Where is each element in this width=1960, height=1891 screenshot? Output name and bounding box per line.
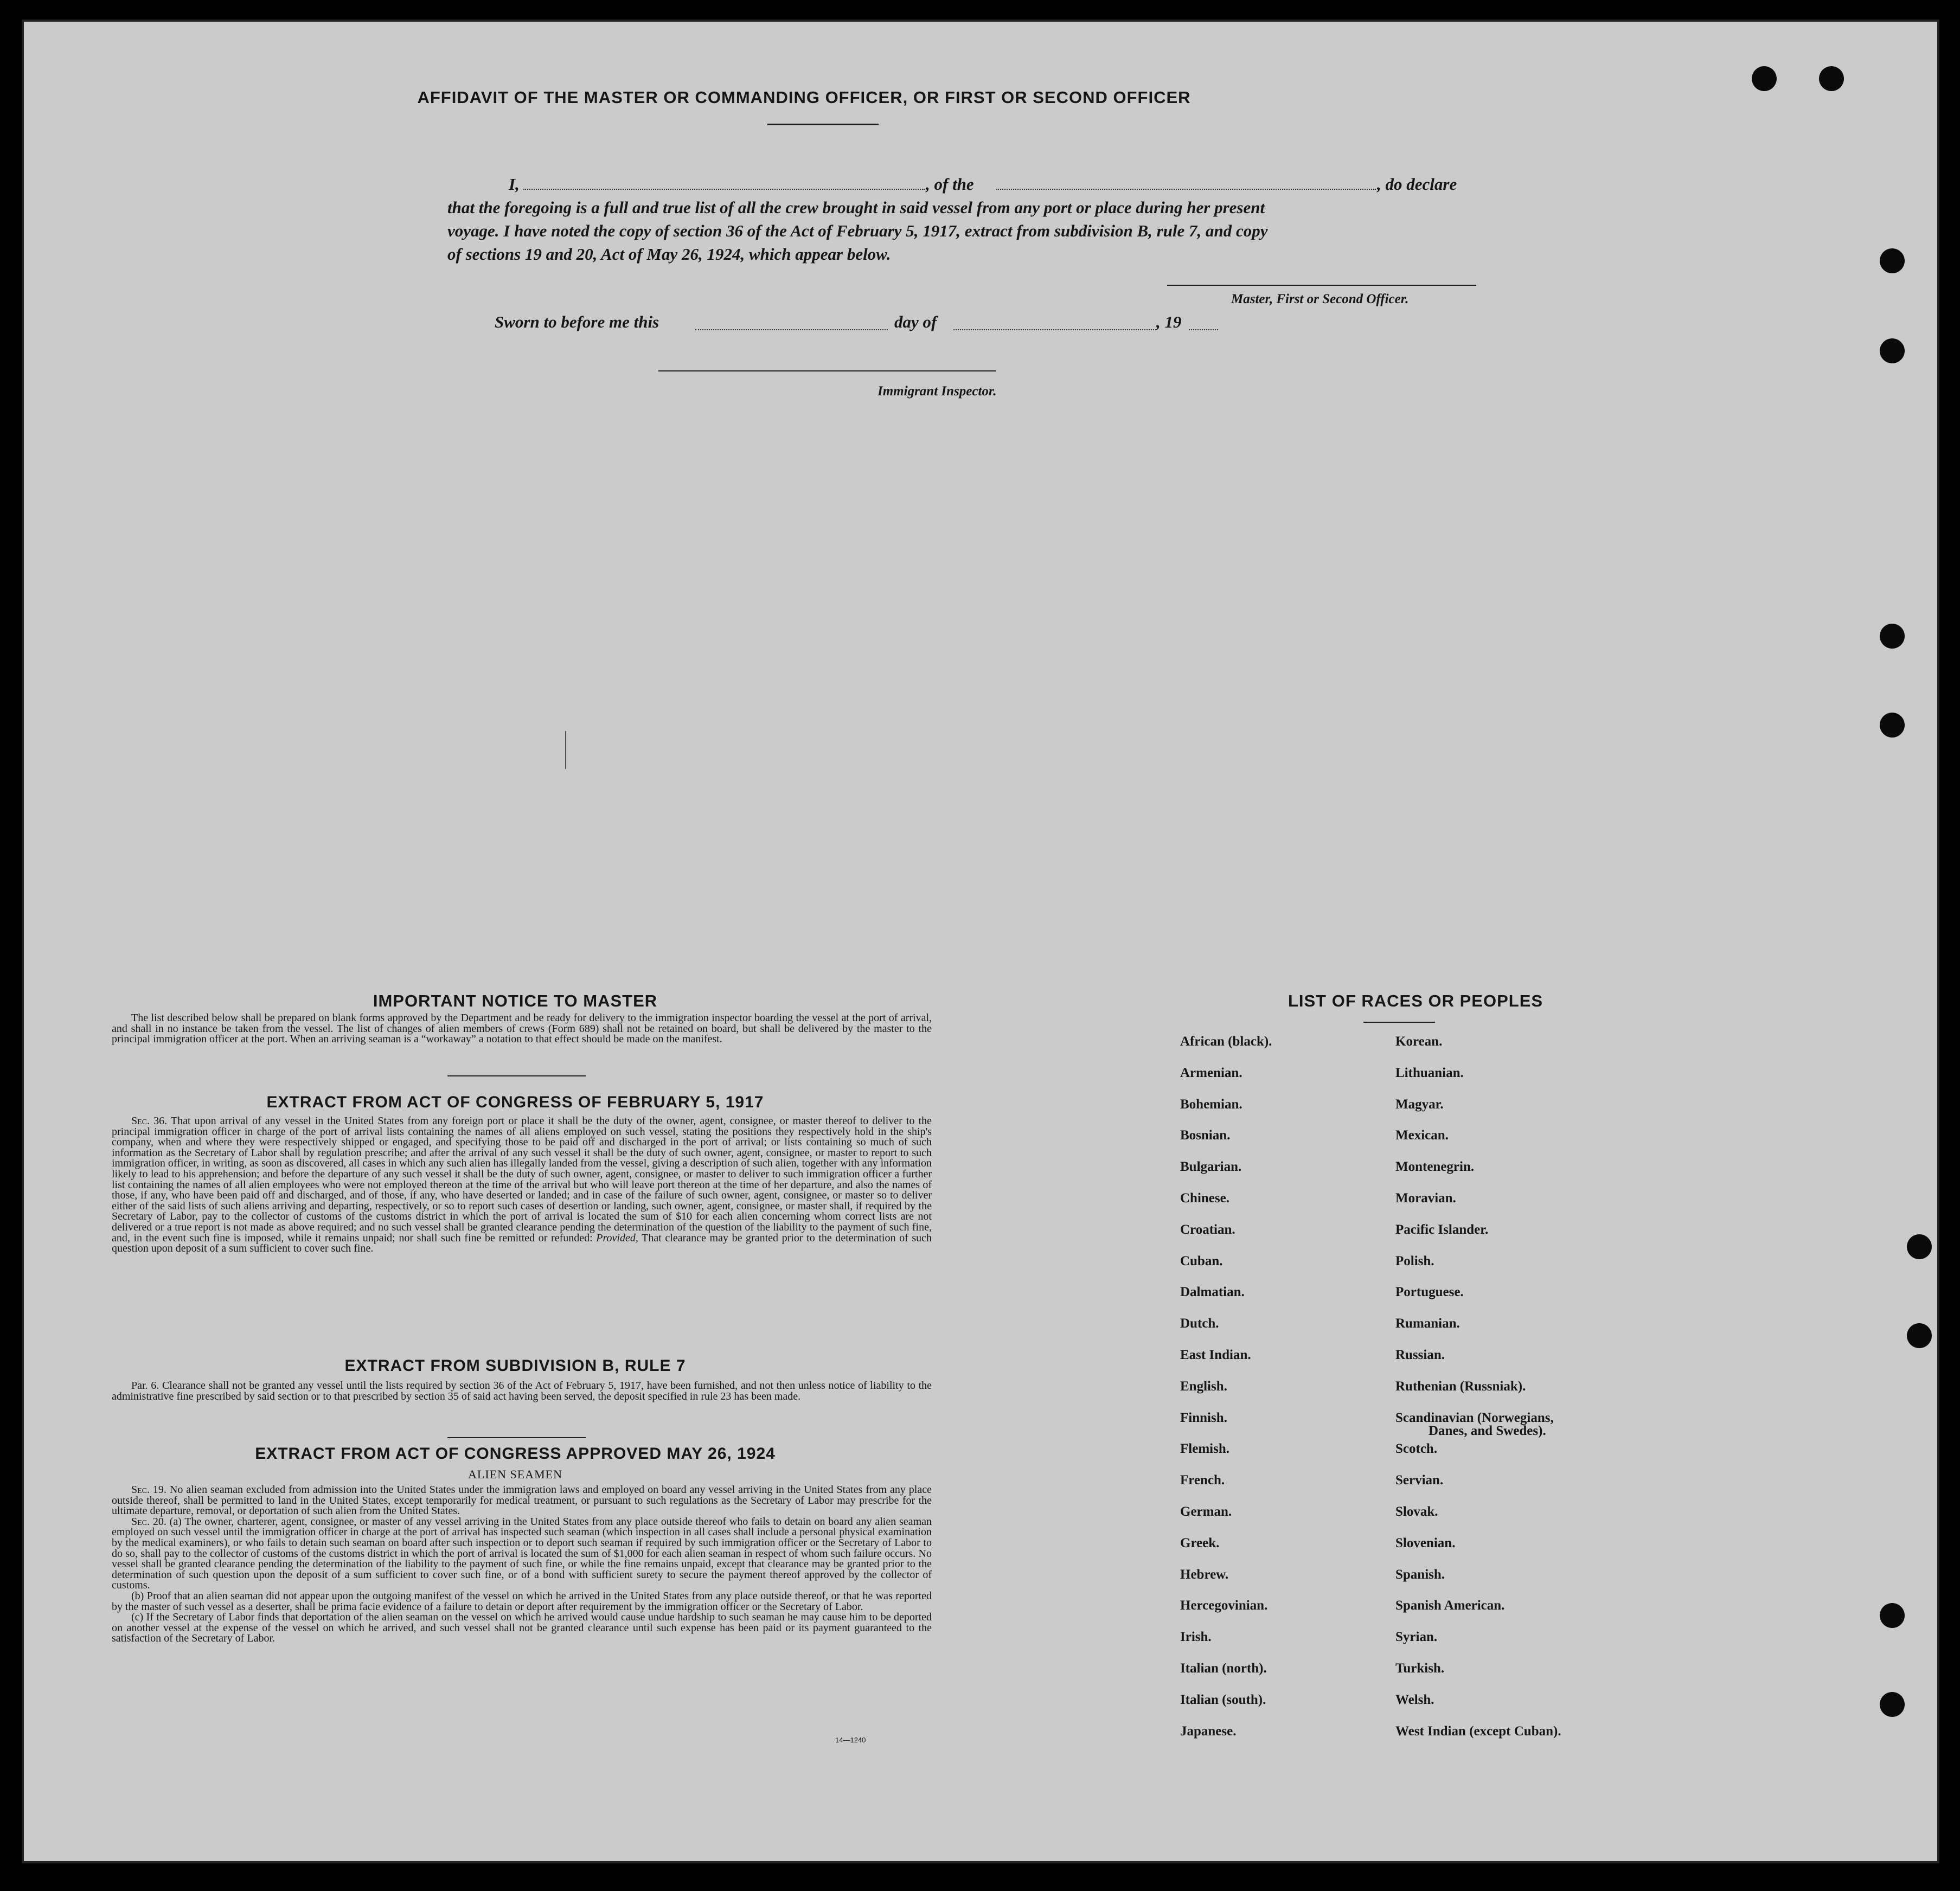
race-item: Hercegovinian. <box>1180 1598 1268 1613</box>
rule-7-title: EXTRACT FROM SUBDIVISION B, RULE 7 <box>344 1357 686 1375</box>
race-item: West Indian (except Cuban). <box>1395 1724 1561 1739</box>
race-item: Ruthenian (Russniak). <box>1395 1379 1526 1394</box>
form-number: 14—1240 <box>835 1736 866 1744</box>
race-item: Russian. <box>1395 1348 1445 1362</box>
punch-hole-icon <box>1880 338 1905 363</box>
race-item: Polish. <box>1395 1254 1434 1268</box>
race-item: Syrian. <box>1395 1630 1438 1644</box>
punch-hole-icon <box>1907 1323 1932 1348</box>
race-item: Montenegrin. <box>1395 1159 1475 1174</box>
races-title: LIST OF RACES OR PEOPLES <box>1288 991 1543 1010</box>
document-page <box>22 20 1939 1863</box>
sworn-month-field[interactable] <box>953 329 1156 330</box>
race-item: Korean. <box>1395 1034 1443 1049</box>
race-item: East Indian. <box>1180 1348 1251 1362</box>
race-item: Hebrew. <box>1180 1567 1229 1582</box>
race-item-continuation: Danes, and Swedes). <box>1429 1424 1546 1438</box>
race-item: Bohemian. <box>1180 1097 1242 1112</box>
race-item: Slovenian. <box>1395 1536 1456 1550</box>
section-36-label: Sec. 36. <box>131 1115 168 1127</box>
section-20-label: Sec. 20. <box>131 1515 166 1528</box>
race-item: French. <box>1180 1473 1225 1488</box>
race-item: Scandinavian (Norwegians, <box>1395 1411 1554 1425</box>
punch-hole-icon <box>1907 1234 1932 1259</box>
rule-7-paragraph: Par. 6. Clearance shall not be granted any vessel until the lists required by section 36 of the Act of February 5, 1917, have been furnished, and not then unless notice of liability to the administrative fine prescribed by said section or to that prescribed by section 35 of said act having been served, the deposit specified in rule 23 has been made. <box>112 1380 932 1402</box>
race-item: Rumanian. <box>1395 1316 1460 1331</box>
race-item: Bulgarian. <box>1180 1159 1242 1174</box>
race-item: Chinese. <box>1180 1191 1229 1206</box>
vessel-field[interactable] <box>996 189 1376 190</box>
i-label: I, <box>509 175 520 194</box>
punch-hole-icon <box>1880 624 1905 649</box>
extract-1917-title: EXTRACT FROM ACT OF CONGRESS OF FEBRUARY 5, 1917 <box>266 1093 764 1111</box>
sworn-year-field[interactable] <box>1189 329 1218 330</box>
race-item: English. <box>1180 1379 1227 1394</box>
race-item: Turkish. <box>1395 1661 1445 1676</box>
section-36-body: That upon arrival of any vessel in the United States from any foreign port or place it shall be the duty of the owner, agent, consignee, or master thereof to deliver to the principal immigration officer in charge of the port of arrival lists containing the names of all aliens employed on such vessel, stating the positions they respectively hold in the ship's company, when and where they were respectively shipped or engaged, and specifying those to be paid off and discharged in the port of arrival; or lists containing so much of such information as the Secretary of Labor shall by regulation prescribe; and after the arrival of any such vessel it shall be the duty of such owner, agent, consignee, or master to report to such immigration officer, in writing, as soon as discovered, all cases in which any such alien has illegally landed from the vessel, giving a description of such alien, together with any information likely to lead to his apprehension; and before the departure of any such vessel it shall be the duty of such owner, agent, consignee, or master to deliver to such immigration officer a further list containing the names of all alien employees who were not employed thereon at the time of the arrival but who will leave port thereon at the time of her departure, and also the names of those, if any, who have been paid off and discharged, and of those, if any, who have deserted or landed; and in case of the failure of such owner, agent, consignee, or master so to deliver either of the said lists of such aliens arriving and departing, respectively, or so to report such cases of desertion or landing, such owner, agent, consignee, or master shall, if required by the Secretary of Labor, pay to the collector of customs of the customs district in which the port of arrival is located the sum of $10 for each alien concerning whom correct lists are not delivered or a true report is not made as above required; and no such vessel shall be granted clearance pending the determination of the question of the liability to the payment of such fine, and, in the event such fine is imposed, while it remains unpaid; nor shall such fine be remitted or refunded: <box>112 1115 932 1244</box>
punch-hole-icon <box>1752 66 1777 91</box>
declaration-line: that the foregoing is a full and true list of all the crew brought in said vessel from any port or place during her present <box>447 198 1265 217</box>
scan-mark <box>565 731 566 769</box>
section-divider <box>447 1075 586 1076</box>
race-item: Dutch. <box>1180 1316 1219 1331</box>
rule-7-text <box>112 1381 932 1402</box>
affidavit-title: AFFIDAVIT OF THE MASTER OR COMMANDING OFFICER, OR FIRST OR SECOND OFFICER <box>417 88 1191 107</box>
punch-hole-icon <box>1880 248 1905 273</box>
notice-title: IMPORTANT NOTICE TO MASTER <box>373 991 658 1010</box>
section-20a-body: (a) The owner, charterer, agent, consignee, or master of any vessel arriving in the United States from any place outside thereof who fails to detain on board any alien seaman employed on such vessel until the immigration officer in charge at the port of arrival has inspected such seaman (which inspection in all cases shall include a personal physical examination by the medical examiners), or who fails to detain such seaman on board after such inspection or to deport such seaman if required by such immigration officer or the Secretary of Labor to do so, shall pay to the collector of customs of the customs district in which the port of arrival is located the sum of $1,000 for each alien seaman in respect of whom such failure occurs. No vessel shall be granted clearance pending the determination of the liability to the payment of such fine, or while the fine remains unpaid, except that clearance may be granted prior to the determination of such question upon the deposit of a sum sufficient to cover such fine, or of a bond with sufficient surety to secure the payment thereof approved by the collector of customs. <box>112 1515 932 1592</box>
punch-hole-icon <box>1880 1603 1905 1628</box>
of-the-label: , of the <box>926 175 974 194</box>
title-divider <box>767 124 879 125</box>
race-item: Cuban. <box>1180 1254 1223 1268</box>
race-item: Servian. <box>1395 1473 1444 1488</box>
section-20c-body: (c) If the Secretary of Labor finds that deportation of the alien seaman on the vessel on which he arrived would cause undue hardship to such seaman he may cause him to be deported on another vessel at the expense of the vessel on which he arrived, and such vessel shall not be granted clearance until such expense has been paid or its payment guaranteed to the satisfaction of the Secretary of Labor. <box>112 1611 932 1645</box>
year-label: , 19 <box>1156 312 1182 331</box>
notice-text <box>112 1013 932 1045</box>
race-item: Greek. <box>1180 1536 1220 1550</box>
section-36-end: That clearance may be granted prior to the determination of such question upon deposit of a sum sufficient to cover such fine. <box>112 1232 932 1255</box>
punch-hole-icon <box>1880 713 1905 738</box>
race-item: Flemish. <box>1180 1441 1229 1456</box>
race-item: Mexican. <box>1395 1128 1449 1143</box>
declaration-block <box>447 172 1521 266</box>
race-item: Welsh. <box>1395 1693 1434 1707</box>
declaration-line: of sections 19 and 20, Act of May 26, 1924, which appear below. <box>447 245 891 264</box>
section-20b-body: (b) Proof that an alien seaman did not appear upon the outgoing manifest of the vessel on which he arrived in the United States from any place outside thereof, or that he was reported by the master of such vessel as a deserter, shall be prima facie evidence of a failure to detain or deport after requirement by the immigration officer or the Secretary of Labor. <box>112 1589 932 1613</box>
section-19-body: No alien seaman excluded from admission into the United States under the immigration laws and employed on board any vessel arriving in the United States from any place outside thereof, shall be permitted to land in the United States, except temporarily for medical treatment, or pursuant to such regulations as the Secretary of Labor may prescribe for the ultimate departure, removal, or deportation of such alien from the United States. <box>112 1484 932 1517</box>
notice-paragraph: The list described below shall be prepared on blank forms approved by the Department and be ready for delivery to the immigration inspector boarding the vessel at the port of arrival, and shall in no instance be taken from the vessel. The list of changes of alien members of crews (Form 689) shall not be retained on board, but shall be delivered by the master to the principal immigration officer at the port. When an arriving seaman is a “workaway” a notation to that effect should be made on the manifest. <box>112 1012 932 1046</box>
race-item: Pacific Islander. <box>1395 1222 1489 1237</box>
name-field[interactable] <box>523 189 925 190</box>
extract-1924-text <box>112 1485 932 1644</box>
race-item: Dalmatian. <box>1180 1285 1245 1299</box>
inspector-signature-line[interactable] <box>658 370 996 371</box>
provided-label: Provided, <box>596 1232 638 1244</box>
race-item: Portuguese. <box>1395 1285 1464 1299</box>
section-19-label: Sec. 19. <box>131 1484 166 1496</box>
declaration-line: voyage. I have noted the copy of section 36 of the Act of February 5, 1917, extract from subdivision B, rule 7, and copy <box>447 221 1268 240</box>
race-item: Irish. <box>1180 1630 1212 1644</box>
race-item: Magyar. <box>1395 1097 1444 1112</box>
sworn-day-field[interactable] <box>695 329 888 330</box>
section-divider <box>447 1437 586 1438</box>
race-item: Lithuanian. <box>1395 1066 1464 1080</box>
races-divider <box>1363 1022 1435 1023</box>
race-item: Finnish. <box>1180 1411 1227 1425</box>
race-item: Armenian. <box>1180 1066 1242 1080</box>
punch-hole-icon <box>1880 1692 1905 1717</box>
race-item: Moravian. <box>1395 1191 1456 1206</box>
race-item: Croatian. <box>1180 1222 1235 1237</box>
alien-seamen-subtitle: ALIEN SEAMEN <box>468 1467 562 1481</box>
race-item: African (black). <box>1180 1034 1272 1049</box>
race-item: Italian (south). <box>1180 1693 1266 1707</box>
race-item: Italian (north). <box>1180 1661 1267 1676</box>
race-item: Bosnian. <box>1180 1128 1231 1143</box>
extract-1917-text <box>112 1116 932 1254</box>
race-item: Japanese. <box>1180 1724 1237 1739</box>
punch-hole-icon <box>1819 66 1844 91</box>
master-signature-line[interactable] <box>1167 285 1476 286</box>
inspector-label: Immigrant Inspector. <box>877 384 997 399</box>
race-item: Spanish American. <box>1395 1598 1505 1613</box>
day-of-label: day of <box>894 312 937 331</box>
sworn-label: Sworn to before me this <box>495 312 659 331</box>
race-item: German. <box>1180 1504 1232 1519</box>
race-item: Scotch. <box>1395 1441 1438 1456</box>
race-item: Spanish. <box>1395 1567 1445 1582</box>
do-declare-label: , do declare <box>1377 175 1457 194</box>
signature-label: Master, First or Second Officer. <box>1231 292 1409 306</box>
extract-1924-title: EXTRACT FROM ACT OF CONGRESS APPROVED MAY 26, 1924 <box>255 1445 776 1463</box>
race-item: Slovak. <box>1395 1504 1438 1519</box>
